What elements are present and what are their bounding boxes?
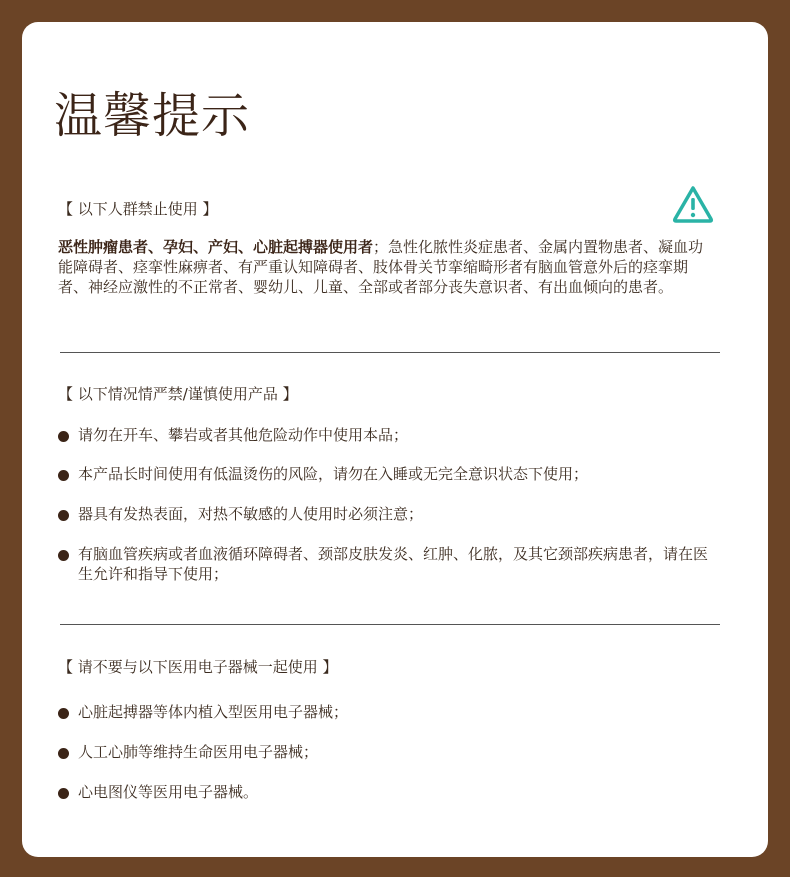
page-title: 温馨提示: [54, 88, 251, 144]
list-item: 心电图仪等医用电子器械。: [58, 782, 718, 802]
bullet-dot: [58, 550, 69, 561]
section-heading-prohibited: 【 以下人群禁止使用 】: [58, 200, 218, 218]
list-item: 本产品长时间使用有低温烫伤的风险，请勿在入睡或无完全意识状态下使用；: [58, 464, 718, 484]
notice-card: [22, 22, 768, 857]
bullet-dot: [58, 470, 69, 481]
list-item: 有脑血管疾病或者血液循环障碍者、颈部皮肤发炎、红肿、化脓，及其它颈部疾病患者，请在医生允许和指导下使用；: [58, 544, 718, 584]
bullet-dot: [58, 431, 69, 442]
divider: [60, 624, 720, 625]
list-item: 请勿在开车、攀岩或者其他危险动作中使用本品；: [58, 425, 718, 445]
section-heading-caution: 【 以下情况情严禁/谨慎使用产品 】: [58, 385, 298, 403]
bullet-dot: [58, 788, 69, 799]
list-item: 器具有发热表面，对热不敏感的人使用时必须注意；: [58, 504, 718, 524]
bullet-dot: [58, 510, 69, 521]
bullet-dot: [58, 708, 69, 719]
divider: [60, 352, 720, 353]
list-item: 心脏起搏器等体内植入型医用电子器械；: [58, 702, 718, 722]
warning-triangle-icon: [672, 185, 714, 223]
list-item: 人工心肺等维持生命医用电子器械；: [58, 742, 718, 762]
bullet-dot: [58, 748, 69, 759]
prohibited-groups-bold: 恶性肿瘤患者、孕妇、产妇、心脏起搏器使用者: [58, 238, 374, 256]
section-heading-devices: 【 请不要与以下医用电子器械一起使用 】: [58, 658, 338, 676]
prohibited-groups-paragraph: [58, 237, 708, 297]
prohibited-groups-rest: ；急性化脓性炎症患者、金属内置物患者、凝血功能障碍者、痉挛性麻痹者、有严重认知障碍者、肢体骨关节挛缩畸形者有脑血管意外后的痉挛期者、神经应激性的不正常者、婴幼儿、儿童、全部或者部分丧失意识者、有出血倾向的患者。: [58, 238, 704, 296]
